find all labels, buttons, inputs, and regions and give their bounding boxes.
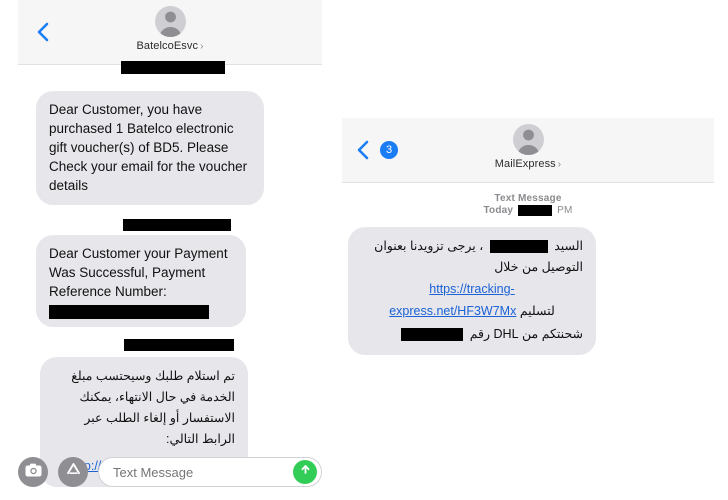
message-bubble[interactable] bbox=[348, 227, 596, 355]
date-label: Today bbox=[483, 205, 514, 217]
left-navigation-bar bbox=[18, 0, 322, 65]
left-header-meta-row bbox=[18, 65, 322, 87]
message-text: تم استلام طلبك وسيحتسب مبلغ الخدمة في حال الانتهاء، يمكنك الاستفسار أو إلغاء الطلب عبر الرابط التالي: bbox=[71, 369, 235, 446]
redaction-bar bbox=[401, 328, 463, 341]
message-tail-text: لتسليم bbox=[519, 304, 555, 318]
left-conversation-thread bbox=[18, 65, 322, 487]
message-input-container[interactable] bbox=[98, 457, 322, 487]
redaction-bar bbox=[490, 240, 548, 253]
right-navigation-bar bbox=[342, 118, 714, 183]
chevron-right-icon: › bbox=[557, 159, 562, 170]
search-input[interactable] bbox=[111, 464, 293, 481]
left-contact-name: BatelcoEsvc bbox=[136, 40, 199, 52]
send-button[interactable] bbox=[293, 460, 317, 484]
message-text: Dear Customer, you have purchased 1 Batelco electronic gift voucher(s) of BD5. Please Check your email for the voucher details bbox=[49, 102, 248, 193]
message-link-row-1 bbox=[361, 279, 583, 300]
phishing-link-part-1[interactable]: https://tracking- bbox=[429, 282, 515, 296]
unread-count-badge[interactable]: 3 bbox=[380, 141, 398, 159]
message-bubble[interactable] bbox=[36, 235, 246, 327]
phishing-link-part-2[interactable]: express.net/HF3W7Mx bbox=[389, 304, 517, 318]
right-message-thread-panel bbox=[342, 118, 714, 355]
app-store-button[interactable] bbox=[58, 457, 88, 487]
left-contact-header[interactable] bbox=[18, 6, 322, 52]
right-contact-header[interactable] bbox=[342, 124, 714, 170]
message-last-line bbox=[361, 324, 583, 345]
redaction-bar bbox=[124, 339, 234, 351]
list-item bbox=[36, 91, 264, 205]
list-item bbox=[36, 235, 246, 327]
message-text: Dear Customer your Payment Was Successful, Payment Reference Number: bbox=[49, 246, 228, 299]
message-line-1 bbox=[361, 236, 583, 278]
right-date-label-row bbox=[342, 205, 714, 216]
redaction-bar bbox=[121, 61, 225, 74]
left-message-thread-panel bbox=[18, 0, 322, 487]
left-timestamp-row-2 bbox=[18, 219, 322, 235]
message-text-2: ، يرجى تزويدنا بعنوان التوصيل من خلال bbox=[374, 239, 583, 274]
message-text-3: شحنتكم من DHL رقم bbox=[469, 327, 583, 341]
person-avatar-icon bbox=[155, 6, 186, 37]
person-avatar-icon bbox=[513, 124, 544, 155]
list-item bbox=[348, 227, 596, 355]
right-contact-name: MailExpress bbox=[494, 158, 556, 170]
redaction-bar bbox=[123, 219, 231, 231]
left-message-composer bbox=[18, 452, 322, 492]
chevron-right-icon: › bbox=[200, 41, 204, 52]
time-suffix-label: PM bbox=[557, 205, 573, 217]
message-link-row-2 bbox=[361, 301, 583, 322]
message-bubble[interactable] bbox=[36, 91, 264, 205]
redaction-bar bbox=[518, 205, 552, 216]
right-date-row bbox=[342, 205, 714, 221]
avatar bbox=[155, 6, 186, 37]
left-contact-name-row bbox=[136, 40, 203, 52]
send-arrow-up-icon bbox=[299, 463, 312, 481]
app-store-icon bbox=[65, 461, 82, 483]
message-text: السيد bbox=[554, 239, 583, 253]
redaction-bar bbox=[49, 305, 209, 319]
right-header-meta-label: Text Message bbox=[494, 193, 562, 204]
right-contact-name-row bbox=[495, 158, 561, 170]
avatar bbox=[513, 124, 544, 155]
camera-icon bbox=[25, 463, 42, 482]
right-conversation-thread bbox=[342, 193, 714, 355]
left-timestamp-row-3 bbox=[18, 339, 322, 357]
camera-button[interactable] bbox=[18, 457, 48, 487]
